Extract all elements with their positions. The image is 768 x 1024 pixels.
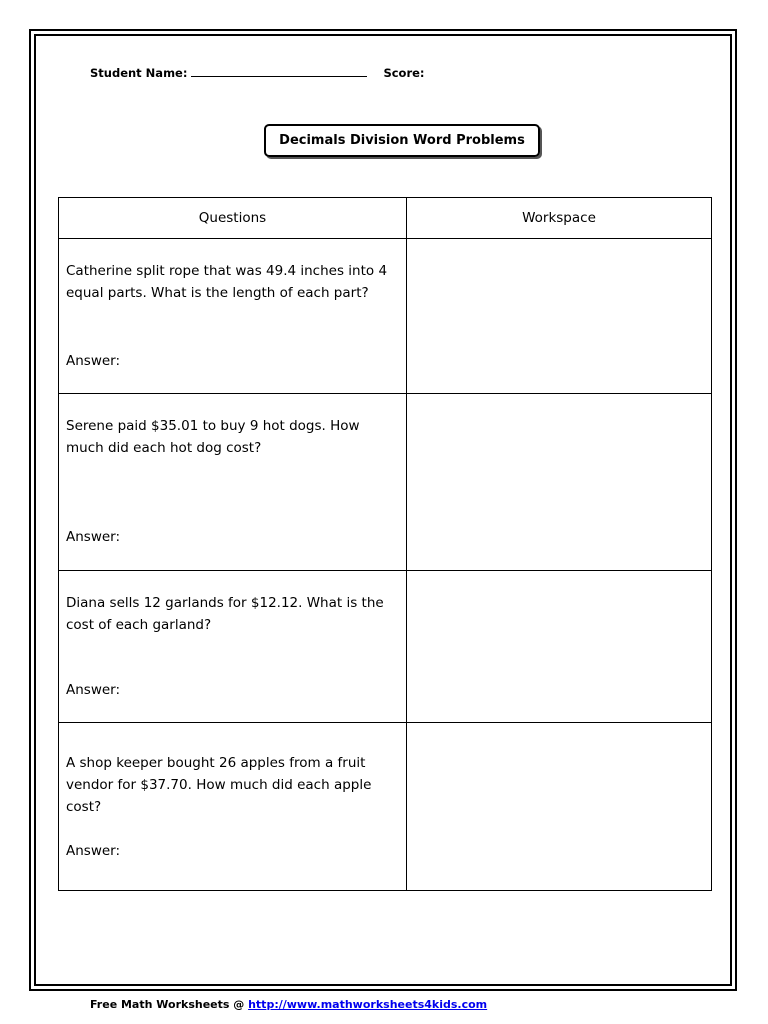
problems-table — [58, 197, 712, 891]
worksheet-title-text: Decimals Division Word Problems — [279, 133, 525, 148]
answer-label: Answer: — [66, 682, 121, 698]
student-name-label: Student Name: — [90, 66, 188, 80]
table-row — [59, 571, 712, 723]
table-row — [59, 394, 712, 571]
question-cell — [59, 394, 407, 571]
question-cell — [59, 571, 407, 723]
question-text: Serene paid $35.01 to buy 9 hot dogs. How much did each hot dog cost? — [66, 418, 360, 456]
workspace-cell[interactable] — [407, 723, 712, 891]
question-text: Catherine split rope that was 49.4 inches into 4 equal parts. What is the length of each part? — [66, 263, 388, 301]
workspace-cell[interactable] — [407, 571, 712, 723]
score-label: Score: — [383, 66, 425, 80]
question-cell — [59, 723, 407, 891]
answer-label: Answer: — [66, 843, 121, 859]
workspace-cell[interactable] — [407, 239, 712, 394]
footer — [90, 998, 487, 1011]
question-text: Diana sells 12 garlands for $12.12. What is the cost of each garland? — [66, 595, 384, 633]
footer-link[interactable]: http://www.mathworksheets4kids.com — [248, 998, 488, 1011]
column-header-questions: Questions — [59, 198, 407, 239]
student-name-blank[interactable] — [191, 64, 367, 77]
student-header — [90, 64, 425, 80]
table-row — [59, 239, 712, 394]
question-text: A shop keeper bought 26 apples from a fruit vendor for $37.70. How much did each apple cost? — [66, 755, 372, 815]
table-row — [59, 723, 712, 891]
worksheet-title — [264, 124, 540, 157]
footer-prefix: Free Math Worksheets @ — [90, 998, 245, 1011]
table-header-row — [59, 198, 712, 239]
answer-label: Answer: — [66, 353, 121, 369]
workspace-cell[interactable] — [407, 394, 712, 571]
column-header-workspace: Workspace — [407, 198, 712, 239]
answer-label: Answer: — [66, 529, 121, 545]
question-cell — [59, 239, 407, 394]
